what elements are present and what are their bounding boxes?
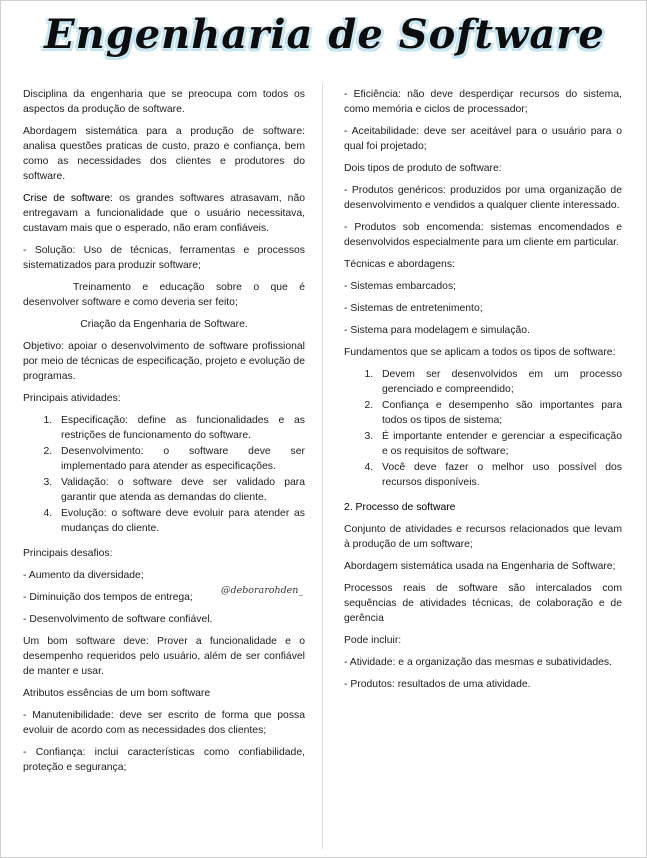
training-paragraph: Treinamento e educação sobre o que é desenvolver software e como deveria ser feito; — [23, 282, 305, 308]
approach-paragraph: Abordagem sistemática para a produção de software: analisa questões praticas de custo, prazo e confiança, bem como as necessidades dos clientes e produtores do software. — [23, 126, 305, 182]
custom-products-paragraph: - Produtos sob encomenda: sistemas encomendados e desenvolvidos especialmente para um cliente em particular. — [344, 222, 622, 248]
good-software-paragraph: Um bom software deve: Prover a funcionalidade e o desempenho requeridos pelo usuário, além de ser confiável de manter e usar. — [23, 636, 305, 677]
activities-heading: Principais atividades: — [23, 393, 121, 404]
process-set-paragraph: Conjunto de atividades e recursos relacionados que levam à produção de um software; — [344, 524, 622, 550]
generic-products-paragraph: - Produtos genéricos: produzidos por uma organização de desenvolvimento e vendidos a qualquer cliente interessado. — [344, 185, 622, 211]
acceptability-paragraph: - Aceitabilidade: deve ser aceitável para o usuário para o qual foi projetado; — [344, 126, 622, 152]
fundamental-item: 2. Confiança e desempenho são importantes para todos os tipos de sistema; — [376, 398, 622, 428]
column-divider — [322, 83, 323, 849]
left-column — [23, 87, 305, 782]
objective-paragraph: Objetivo: apoiar o desenvolvimento de software profissional por meio de técnicas de especificação, projeto e evolução de programas. — [23, 341, 305, 382]
may-include-heading: Pode incluir: — [344, 635, 402, 646]
fundamentals-list — [344, 367, 622, 490]
dependability-paragraph: - Confiança: inclui características como confiabilidade, proteção e segurança; — [23, 747, 305, 773]
attributes-heading: Atributos essências de um bom software — [23, 688, 211, 699]
activity-item: 4. Evolução: o software deve evoluir para atender as mudanças do cliente. — [55, 506, 305, 536]
fundamental-item: 1. Devem ser desenvolvidos em um processo gerenciado e compreendido; — [376, 367, 622, 397]
activity-item: 2. Desenvolvimento: o software deve ser implementado para atender as especificações. — [55, 444, 305, 474]
challenge-item: - Diminuição dos tempos de entrega; — [23, 592, 193, 603]
technique-item: - Sistemas de entretenimento; — [344, 303, 483, 314]
activity-item: 1. Especificação: define as funcionalidades e as restrições de funcionamento do software. — [55, 413, 305, 443]
systematic-approach-paragraph: Abordagem sistemática usada na Engenharia de Software; — [344, 561, 616, 572]
products-bullet: - Produtos: resultados de uma atividade. — [344, 679, 531, 690]
activity-item: 3. Validação: o software deve ser validado para garantir que atenda as demandas do cliente. — [55, 475, 305, 505]
real-processes-paragraph: Processos reais de software são intercalados com sequências de atividades técnicas, de colaboração e de gerência — [344, 583, 622, 624]
right-column — [344, 87, 622, 699]
author-signature: @deborarohden_ — [221, 585, 304, 596]
crisis-label: Crise de software: — [23, 193, 114, 204]
solution-paragraph: - Solução: Uso de técnicas, ferramentas e processos sistematizados para produzir software; — [23, 245, 305, 271]
product-types-heading: Dois tipos de produto de software: — [344, 163, 502, 174]
activities-list — [23, 413, 305, 536]
techniques-heading: Técnicas e abordagens: — [344, 259, 455, 270]
maintainability-paragraph: - Manutenibilidade: deve ser escrito de forma que possa evoluir de acordo com as necessidades dos clientes; — [23, 710, 305, 736]
challenges-heading: Principais desafios: — [23, 548, 113, 559]
efficiency-paragraph: - Eficiência: não deve desperdiçar recursos do sistema, como memória e ciclos de processador; — [344, 89, 622, 115]
process-heading: 2. Processo de software — [344, 502, 456, 513]
definition-paragraph: Disciplina da engenharia que se preocupa com todos os aspectos da produção de software. — [23, 89, 305, 115]
fundamental-item: 3. É importante entender e gerenciar a especificação e os requisitos de software; — [376, 429, 622, 459]
challenge-item: - Desenvolvimento de software confiável. — [23, 614, 213, 625]
technique-item: - Sistema para modelagem e simulação. — [344, 325, 530, 336]
creation-line: Criação da Engenharia de Software. — [80, 319, 248, 330]
activity-bullet: - Atividade: e a organização das mesmas e subatividades. — [344, 657, 612, 668]
page-title: Engenharia de Software — [44, 11, 605, 58]
crisis-paragraph — [23, 191, 305, 236]
challenge-item: - Aumento da diversidade; — [23, 570, 144, 581]
fundamental-item: 4. Você deve fazer o melhor uso possível dos recursos disponíveis. — [376, 460, 622, 490]
technique-item: - Sistemas embarcados; — [344, 281, 457, 292]
crisis-text: os grandes softwares atrasavam, não entregavam a funcionalidade que o usuário necessitava, custavam mais que o esperado, não eram confiáveis. — [23, 193, 306, 234]
fundamentals-heading: Fundamentos que se aplicam a todos os tipos de software: — [344, 347, 616, 358]
